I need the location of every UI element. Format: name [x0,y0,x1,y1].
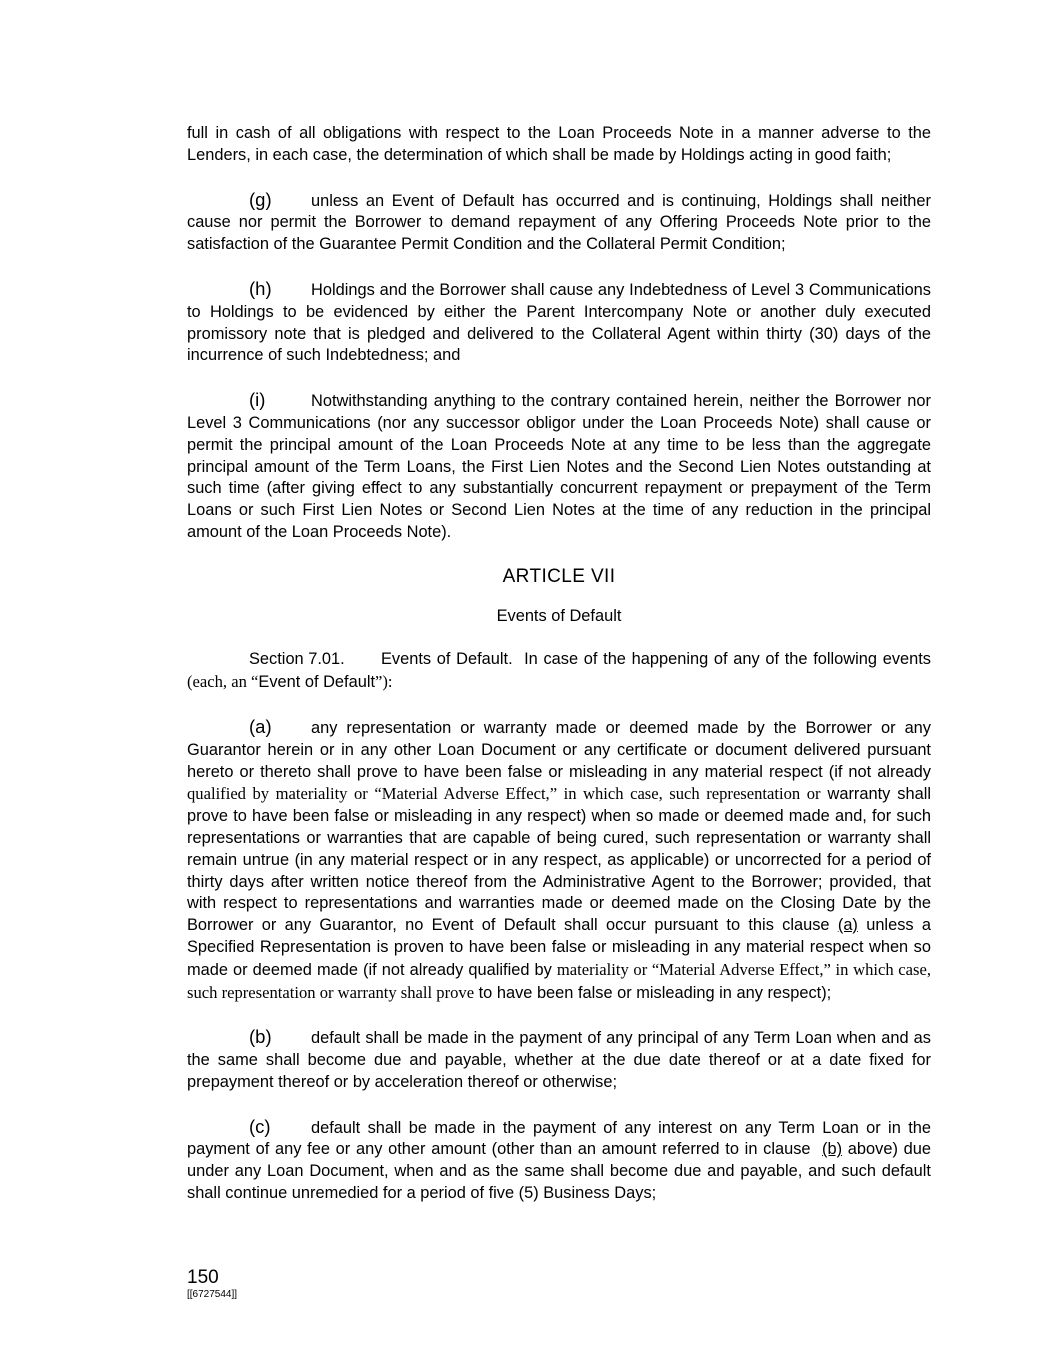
continuation-paragraph: full in cash of all obligations with respect to the Loan Proceeds Note in a manner adverse to the Lenders, in each case, the determination of which shall be made by Holdings acting in good faith; [187,124,931,164]
clause-reference: (b) [822,1140,843,1159]
clause-text-serif: materiality or “Material Adverse Effect,” in which case, such representation or warranty shall prove [187,959,931,1002]
clause-label: (g) [249,188,272,210]
article-title: ARTICLE VII [502,565,616,587]
clause-c [187,1116,931,1205]
clause-text: default shall be made in the payment of any principal of any Term Loan when and as the same shall become due and payable, whether at the due date thereof or at a date fixed for prepayment thereof or by acceleration thereof or otherwise; [187,1029,931,1091]
clause-reference: (a) [837,916,858,935]
clause-label: (h) [249,277,272,299]
clause-text: above) due under any Loan Document, when and as the same shall become due and payable, and such default shall continue unremedied for a period of five (5) Business Days; [187,1140,931,1203]
section-number: Section 7.01. [249,650,345,669]
clause-label: (c) [249,1115,271,1137]
clause-text: default shall be made in the payment of any interest on any Term Loan or in the payment of any fee or any other amount (other than an amount referred to in clause [187,1118,931,1159]
clause-a [187,716,931,1004]
clause-text: warranty shall prove to have been false or misleading in any respect) when so made or deemed made and, for such representations or warranties that are capable of being cured, such representation or warranty shall remain untrue (in any material respect or in any respect, as applicable) or uncorrected for a period of thirty days after written notice thereof from the Administrative Agent to the Borrower; provided, that with respect to representations and warranties made or deemed made on the Closing Date by the Borrower or any Guarantor, no Event of Default shall occur pursuant to this clause [187,785,931,935]
clause-i [187,389,931,544]
article-subtitle: Events of Default [496,606,622,625]
section-text-open: (each, an “ [187,672,259,692]
clause-g [187,189,931,256]
document-id: [[6727544]] [187,1289,238,1300]
clause-label: (a) [249,715,272,737]
clause-text-serif: qualified by materiality or “Material Adverse Effect,” in which case, such representation or [187,784,821,804]
clause-label: (b) [249,1026,272,1048]
clause-h [187,278,931,367]
section-7-01 [187,649,931,694]
clause-text: any representation or warranty made or deemed made by the Borrower or any Guarantor herein or in any other Loan Document or any certificate or document delivered pursuant hereto or thereto shall prove to have been false or misleading in any material respect (if not already [187,718,931,781]
clause-b [187,1026,931,1093]
section-heading: Events of Default. [381,650,513,669]
document-page [187,123,931,1227]
page-number: 150 [187,1267,219,1288]
clause-text: Notwithstanding anything to the contrary contained herein, neither the Borrower nor Level 3 Communications (nor any successor obligor under the Loan Proceeds Note) shall cause or permit the principal amount of the Loan Proceeds Note at any time to be less than the aggregate principal amount of the Term Loans, the First Lien Notes and the Second Lien Notes outstanding at such time (after giving effect to any substantially concurrent repayment or prepayment of the Term Loans or such First Lien Notes or Second Lien Notes at the time of any reduction in the principal amount of the Loan Proceeds Note). [187,392,931,541]
section-text: In case of the happening of any of the following events [524,650,932,669]
defined-term: Event of Default [258,673,376,692]
clause-text: unless an Event of Default has occurred and is continuing, Holdings shall neither cause nor permit the Borrower to demand repayment of any Offering Proceeds Note prior to the satisfaction of the Guarantee Permit Condition and the Collateral Permit Condition; [187,191,931,254]
section-text-close: ”): [375,672,393,692]
clause-text: to have been false or misleading in any respect); [478,983,832,1002]
page-footer [187,1267,237,1301]
clause-text: Holdings and the Borrower shall cause any Indebtedness of Level 3 Communications to Holdings to be evidenced by either the Parent Intercompany Note or another duly executed promissory note that is pledged and delivered to the Collateral Agent within thirty (30) days of the incurrence of such Indebtedness; and [187,280,931,365]
clause-label: (i) [249,389,266,411]
clause-text: unless a Specified Representation is proven to have been false or misleading in any material respect when so made or deemed made (if not already qualified by [187,916,931,979]
